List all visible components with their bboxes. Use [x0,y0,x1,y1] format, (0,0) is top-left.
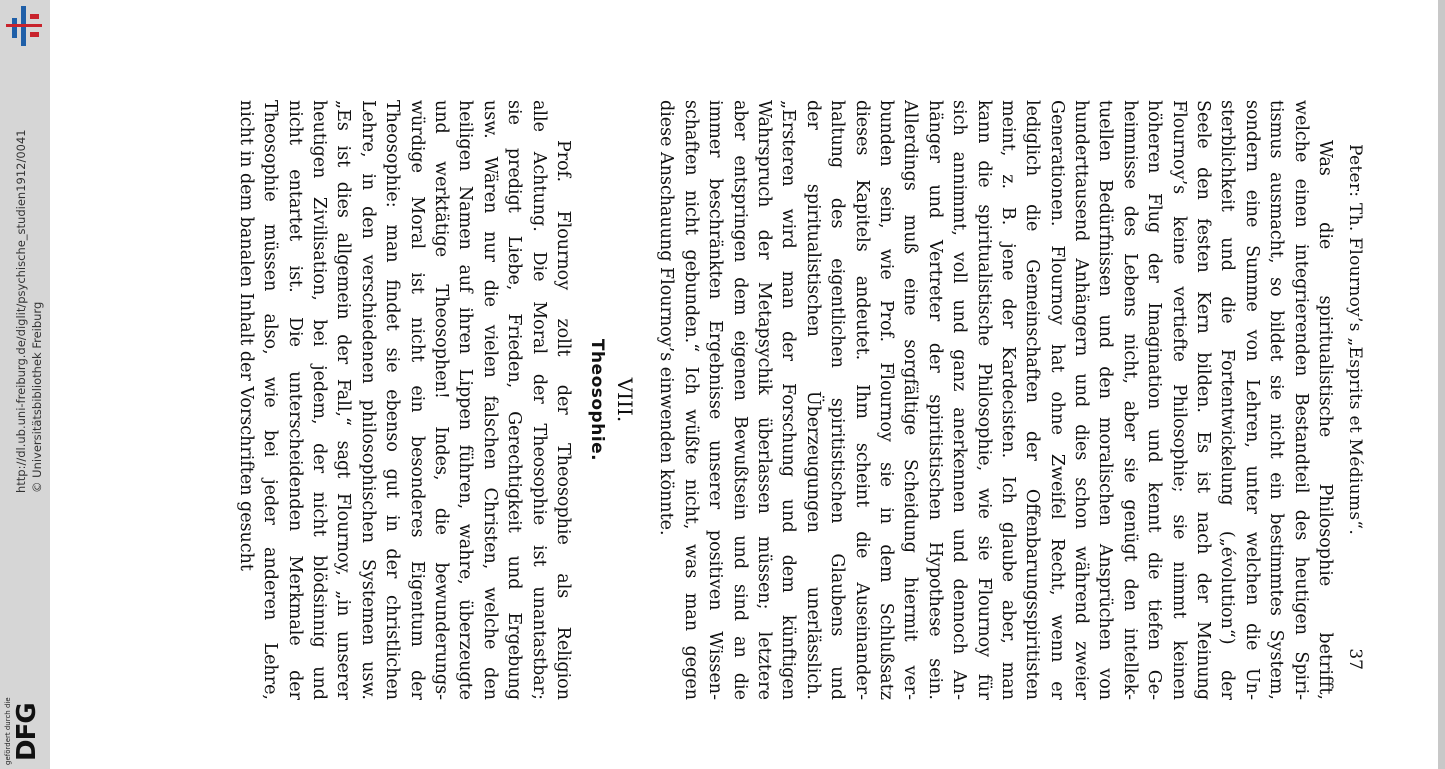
text-line: „Ersteren wird man der Forschung und dem künftigen [778,100,799,700]
text-line: Flournoy’s keine vertiefte Philosophie; sie nimmt keinen [1168,100,1189,700]
text-line: lediglich die Gemeinschaften der Offenbarungsspiritisten [1022,100,1043,700]
text-line: Lehre, in den verschiedenen philosophischen Systemen usw. [357,100,378,700]
scanned-page [215,100,1365,700]
viewer-sidebar [0,0,50,769]
page-edge [1438,0,1445,769]
text-line: würdige Moral ist nicht ein besonderes Eigentum der [406,100,427,700]
section-spiritualism-text [654,100,1337,700]
text-line: sterblichkeit und die Fortentwickelung („évolution“) der [1217,100,1238,700]
text-line: Generationen. Flournoy hat ohne Zweifel Recht, wenn er [1046,100,1067,700]
page-number: 37 [1345,648,1365,670]
text-line: kann die spiritualistische Philosophie, wie sie Flournoy für [973,100,994,700]
text-line: hänger und Vertreter der spiritistischen Hypothese sein. [924,100,945,700]
text-line: sich annimmt, voll und ganz anerkennen und dennoch An- [949,100,970,700]
text-line: haltung des eigentlichen spiritistischen Glaubens und [827,100,848,700]
text-line: höheren Flug der Imagination und kennt die tiefen Ge- [1144,100,1165,700]
funding-caption: gefördert durch die [4,697,12,765]
text-line: hunderttausend Anhängern und dies schon während zweier [1071,100,1092,700]
text-line: usw. Wären nur die vielen falschen Christen, welche den [479,100,500,700]
sidebar-rotated-text [0,0,50,769]
text-line: meint, z. B. jene der Kardecisten. Ich glaube aber, man [997,100,1018,700]
text-line: schaften nicht gebunden.“ Ich wüßte nicht, was man gegen [680,100,701,700]
text-line: tismus ausmacht, so bildet sie nicht ein bestimmtes System, [1266,100,1287,700]
text-line: diese Anschauung Flournoy’s einwenden könnte. [656,100,677,536]
copyright-notice: © Universitätsbibliothek Freiburg [30,301,44,493]
text-line: nicht in dem banalen Inhalt der Vorschriften gesucht [235,100,256,571]
text-line: Theosophie müssen also, wie bei jeder anderen Lehre, [260,100,281,700]
running-head [1343,100,1367,700]
text-line: nicht entartet ist. Die unterscheidenden Merkmale der [284,100,305,700]
text-line: Theosophie: man findet sie ebenso gut in der christlichen [382,100,403,700]
text-line: heutigen Zivilisation, bei jedem, der nicht blödsinnig und [309,100,330,700]
section-theosophy-text [234,100,575,700]
text-line: bunden sein, wie Prof. Flournoy sie in dem Schlußsatz [875,100,896,700]
text-line: heimnisse des Lebens nicht, aber sie genügt den intellek- [1119,100,1140,700]
text-line: tuellen Bedürfnissen und den moralischen Ansprüchen von [1095,100,1116,700]
dfg-logo: DFG [12,703,42,761]
text-line: aber entspringen dem eigenen Bewußtsein und sind an die [729,100,750,700]
text-line: der spiritualistischen Überzeugungen unerlässlich. [802,100,823,700]
text-line: immer beschränkten Ergebnisse unserer positiven Wissen- [705,100,726,700]
running-head-title: Peter: Th. Flournoy’s „Esprits et Médiums“. [1345,144,1365,536]
text-line: sie predigt Liebe, Frieden, Gerechtigkeit und Ergebung [504,100,525,700]
text-line: Seele den festen Kern bilden. Es ist nach der Meinung [1193,100,1214,700]
text-line: dieses Kapitels andeutet. Ihm scheint die Auseinander- [851,100,872,700]
text-line: Was die spiritualistische Philosophie betrifft, [1315,140,1335,700]
text-line: Prof. Flournoy zollt der Theosophie als Religion [553,140,573,700]
text-line: sondern eine Summe von Lehren, unter welchen die Un- [1241,100,1262,700]
chapter-title: Theosophie. [587,338,607,462]
text-line: heiligen Namen auf ihren Lippen führen, wahre, überzeugte [455,100,476,700]
text-line: „Es ist dies allgemein der Fall,“ sagt Flournoy, „in unserer [333,100,354,700]
text-line: alle Achtung. Die Moral der Theosophie ist unantastbar; [528,100,549,700]
text-line: Allerdings muß eine sorgfältige Scheidung hiermit ver- [900,100,921,700]
permalink-url[interactable]: http://dl.ub.uni-freiburg.de/diglit/psychische_studien1912/0041 [14,129,28,493]
text-line: Wahrspruch der Metapsychik überlassen müssen; letztere [754,100,775,700]
chapter-number: VIII. [613,377,637,423]
text-line: und werktätige Theosophen! Indes, die bewunderungs- [431,100,452,700]
text-line: welche einen integrierenden Bestandteil des heutigen Spiri- [1290,100,1311,700]
